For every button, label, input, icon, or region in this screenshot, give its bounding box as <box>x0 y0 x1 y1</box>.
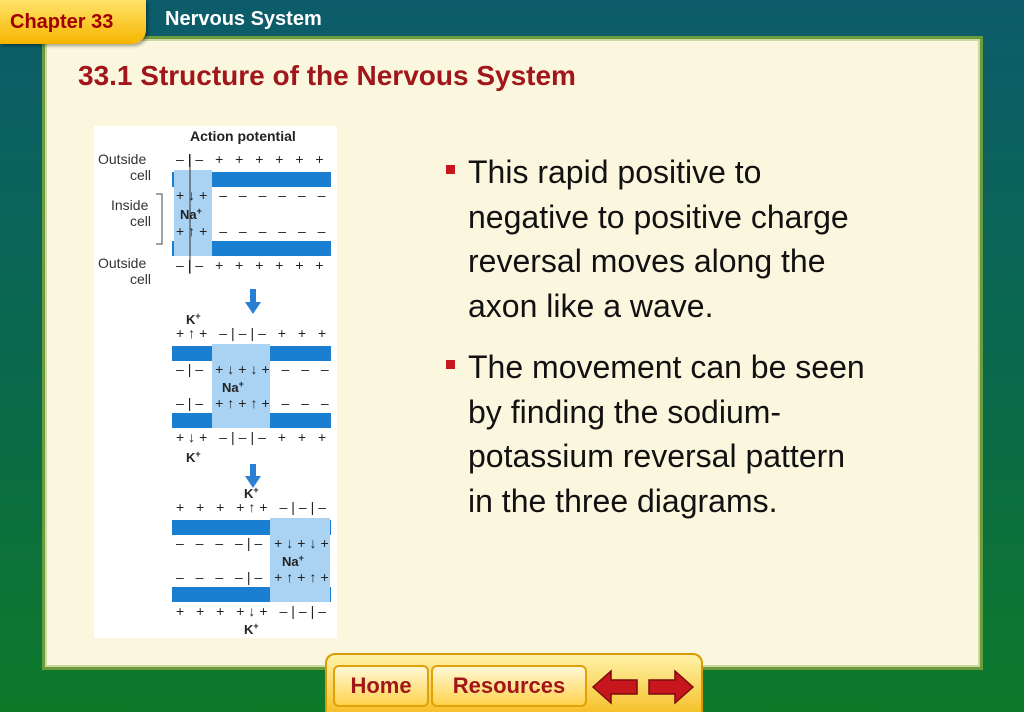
square-bullet-icon <box>446 165 455 174</box>
na-label: Na+ <box>180 206 202 222</box>
nav-bar <box>325 653 703 712</box>
channel-shade-3b <box>270 520 330 535</box>
action-potential-figure <box>94 126 337 638</box>
channel-shade-2b <box>212 346 270 361</box>
charges-inside-bottom: +↑+ – – – – – – <box>176 223 330 239</box>
na-label-3: Na+ <box>282 553 304 569</box>
charges-3-row1: + + + +↑+ –|–|– <box>176 499 331 515</box>
charges-3-row4: + + + +↓+ –|–|– <box>176 603 331 619</box>
charges-2-row1: +↑+ –|–|– + + + <box>176 325 331 341</box>
bullet-item <box>446 150 866 328</box>
right-arrow-icon[interactable] <box>645 669 695 705</box>
channel-shade-bottom <box>174 241 212 256</box>
diagram-1 <box>98 151 331 287</box>
label-inside-2: cell <box>130 213 152 229</box>
k-label-top-3: K+ <box>244 485 259 501</box>
label-inside-1: Inside <box>111 197 149 213</box>
section-title: Nervous System <box>165 8 322 30</box>
charges-3-row3: – – – –|– +↑+↑+ <box>176 569 333 585</box>
square-bullet-icon <box>446 360 455 369</box>
label-outside-bottom-1: Outside <box>98 255 147 271</box>
channel-shade-top <box>174 172 212 187</box>
na-label-2: Na+ <box>222 379 244 395</box>
channel-shade-2c <box>212 413 270 428</box>
k-label-bottom: K+ <box>186 449 201 465</box>
bullet-item <box>446 345 866 523</box>
k-label-bottom-3: K+ <box>244 621 259 637</box>
charges-outside-bottom: –|– + + + + + + <box>176 257 328 273</box>
k-label-top: K+ <box>186 311 201 327</box>
diagram-3 <box>172 485 333 637</box>
resources-button[interactable]: Resources <box>431 665 587 707</box>
charges-2-row4: +↓+ –|–|– + + + <box>176 429 331 445</box>
channel-shade-3c <box>270 587 330 602</box>
bullet-list <box>446 150 866 540</box>
figure-title: Action potential <box>190 128 296 144</box>
inside-bracket <box>156 194 162 244</box>
label-outside-top-2: cell <box>130 167 152 183</box>
charges-3-row2: – – – –|– +↓+↓+ <box>176 535 333 551</box>
left-arrow-icon[interactable] <box>591 669 641 705</box>
charges-2-row2: –|– +↓+↓+ – – – <box>176 361 333 377</box>
down-arrow-icon <box>245 289 261 314</box>
charges-outside-top: –|– + + + + + + <box>176 151 328 167</box>
label-outside-top-1: Outside <box>98 151 147 167</box>
chapter-tab <box>0 0 146 44</box>
home-button[interactable]: Home <box>333 665 429 707</box>
chapter-label: Chapter 33 <box>10 10 114 33</box>
bullet-text: The movement can be seen by finding the sodium-potassium reversal pattern in the three diagrams. <box>468 349 865 519</box>
label-outside-bottom-2: cell <box>130 271 152 287</box>
charges-2-row3: –|– +↑+↑+ – – – <box>176 395 333 411</box>
bullet-text: This rapid positive to negative to positive charge reversal moves along the axon like a wave. <box>468 154 849 324</box>
charges-inside-top: +↓+ – – – – – – <box>176 187 330 203</box>
page-title: 33.1 Structure of the Nervous System <box>78 60 576 91</box>
diagram-2 <box>172 311 333 465</box>
